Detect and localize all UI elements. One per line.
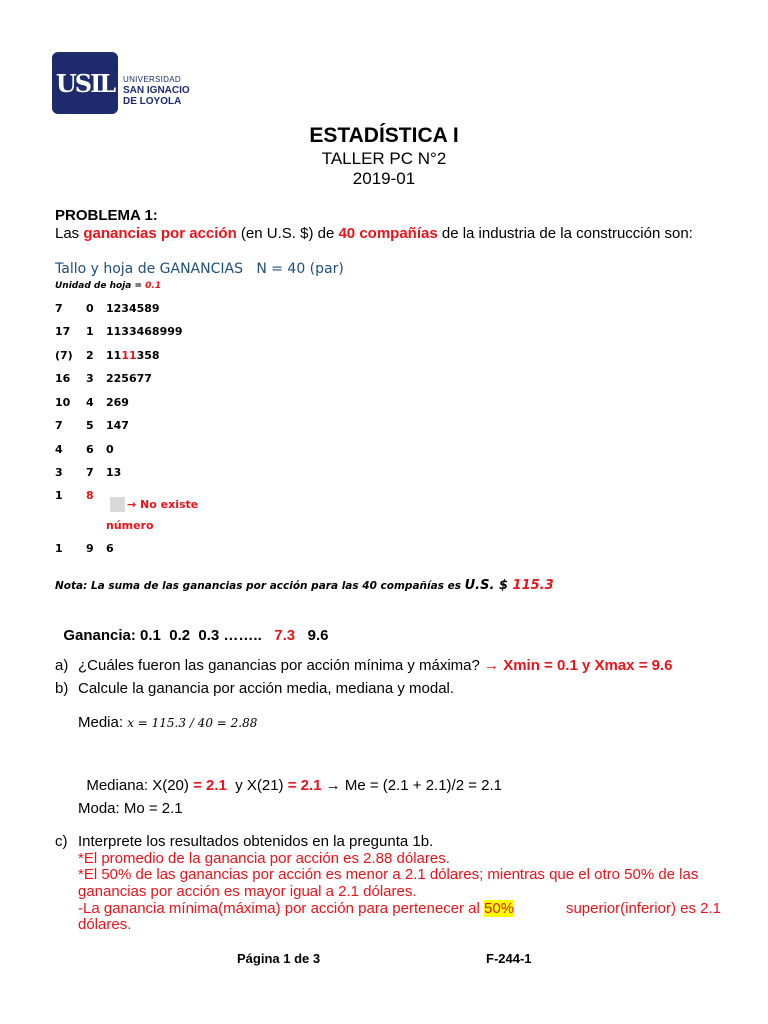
- row-stem: 6: [86, 443, 94, 456]
- intro-part: Las: [55, 225, 84, 242]
- moda-line: Moda: Mo = 2.1: [78, 800, 183, 817]
- sum-note-currency: U.S. $: [464, 578, 513, 593]
- leaves-median: 11: [121, 349, 137, 362]
- question-b-letter: b): [55, 680, 69, 697]
- question-b-text: Calcule la ganancia por acción media, mediana y modal.: [78, 680, 455, 697]
- mediana-value: = 2.1: [193, 777, 227, 794]
- question-a: [78, 657, 672, 674]
- page-number: Página 1 de 3: [237, 951, 321, 966]
- leaf-unit: [55, 281, 161, 291]
- row-leaves: 269: [106, 396, 129, 409]
- media-line: [78, 714, 257, 731]
- row-count: 7: [55, 419, 63, 432]
- row-leaves: 1234589: [106, 302, 160, 315]
- logo-line-3: DE LOYOLA: [123, 96, 182, 107]
- university-name: [123, 74, 190, 107]
- row-stem: 1: [86, 325, 94, 338]
- mediana-part: → Me = (2.1 + 2.1)/2 = 2.1: [321, 777, 503, 794]
- row-leaves: 6: [106, 542, 114, 555]
- row-count: 3: [55, 466, 63, 479]
- answer-c-3a: -La ganancia mínima(máxima) por acción para pertenecer al: [78, 900, 485, 917]
- document-term: 2019-01: [352, 169, 416, 188]
- intro-part: (en U.S. $) de: [236, 225, 339, 242]
- question-a-answer: → Xmin = 0.1 y Xmax = 9.6: [484, 657, 673, 674]
- row-stem: 3: [86, 372, 94, 385]
- answer-c-3-part: [78, 900, 514, 917]
- row-count: 4: [55, 443, 63, 456]
- mediana-part: Mediana: X(20): [86, 777, 194, 794]
- row-count: 16: [55, 372, 71, 385]
- sum-note: [55, 574, 554, 593]
- question-a-text: ¿Cuáles fueron las ganancias por acción mínima y máxima?: [78, 657, 485, 674]
- row-leaves: 13: [106, 466, 122, 479]
- row-count: (7): [55, 349, 73, 362]
- sum-note-text: Nota: La suma de las ganancias por acción para las 40 compañías es: [55, 580, 465, 592]
- answer-c-3: [78, 900, 721, 917]
- answer-c-3-highlight: 50%: [484, 900, 515, 917]
- answer-c-3b: superior(inferior) es 2.1: [565, 900, 721, 917]
- row-count: 1: [55, 489, 63, 502]
- logo-line-2: SAN IGNACIO: [123, 85, 190, 96]
- problem-label: PROBLEMA 1:: [55, 207, 158, 224]
- ganancia-sequence: [55, 610, 329, 644]
- problem-intro: [55, 225, 693, 242]
- row-stem: 8: [86, 489, 94, 502]
- intro-highlight: 40 compañías: [338, 225, 438, 242]
- media-label: Media:: [78, 714, 128, 731]
- leaves-part: 358: [136, 349, 160, 362]
- row-leaves: 1133468999: [106, 325, 183, 338]
- empty-stem-note-1: → No existe: [127, 498, 199, 511]
- answer-c-2b: ganancias por acción es mayor igual a 2.1 dólares.: [78, 883, 417, 900]
- leaves-part: 11: [106, 349, 122, 362]
- mediana-part: y X(21): [226, 777, 288, 794]
- ganancia-label: Ganancia: 0.1 0.2 0.3 ……..: [63, 627, 275, 644]
- row-leaves: 147: [106, 419, 129, 432]
- document-subtitle: TALLER PC N°2: [321, 149, 447, 168]
- row-stem: 0: [86, 302, 94, 315]
- ganancia-highlight: 7.3: [274, 627, 296, 644]
- logo-line-1: UNIVERSIDAD: [123, 75, 181, 84]
- row-count: 10: [55, 396, 71, 409]
- row-stem: 7: [86, 466, 94, 479]
- row-leaves: [106, 349, 160, 362]
- mediana-value: = 2.1: [287, 777, 322, 794]
- stemleaf-title: Tallo y hoja de GANANCIAS N = 40 (par): [55, 261, 344, 277]
- question-c-letter: c): [55, 833, 68, 850]
- sum-note-value: 115.3: [512, 578, 554, 593]
- answer-c-2a: *El 50% de las ganancias por acción es menor a 2.1 dólares; mientras que el otro 50% de las: [78, 866, 699, 883]
- intro-highlight: ganancias por acción: [83, 225, 237, 242]
- form-code: F-244-1: [486, 951, 532, 966]
- intro-part: de la industria de la construcción son:: [437, 225, 693, 242]
- media-formula: x = 115.3 / 40 = 2.88: [127, 716, 258, 730]
- row-count: 17: [55, 325, 71, 338]
- row-stem: 5: [86, 419, 94, 432]
- logo-mark: USIL: [55, 68, 115, 98]
- row-count: 7: [55, 302, 63, 315]
- empty-stem-note-2: número: [106, 519, 154, 532]
- question-a-letter: a): [55, 657, 69, 674]
- answer-c-1: *El promedio de la ganancia por acción es 2.88 dólares.: [78, 850, 450, 867]
- mediana-line: [78, 760, 502, 794]
- answer-c-3c: dólares.: [78, 916, 132, 933]
- row-leaves: 0: [106, 443, 114, 456]
- row-stem: 2: [86, 349, 94, 362]
- empty-leaf-box: [110, 497, 125, 512]
- row-stem: 9: [86, 542, 94, 555]
- row-leaves: 225677: [106, 372, 152, 385]
- question-c-text: Interprete los resultados obtenidos en la pregunta 1b.: [78, 833, 434, 850]
- ganancia-tail: 9.6: [295, 627, 329, 644]
- leaf-unit-label: Unidad de hoja =: [55, 281, 146, 291]
- document-title: ESTADÍSTICA I: [309, 124, 459, 147]
- row-stem: 4: [86, 396, 94, 409]
- leaf-unit-value: 0.1: [145, 281, 162, 291]
- university-logo: [52, 52, 118, 114]
- row-count: 1: [55, 542, 63, 555]
